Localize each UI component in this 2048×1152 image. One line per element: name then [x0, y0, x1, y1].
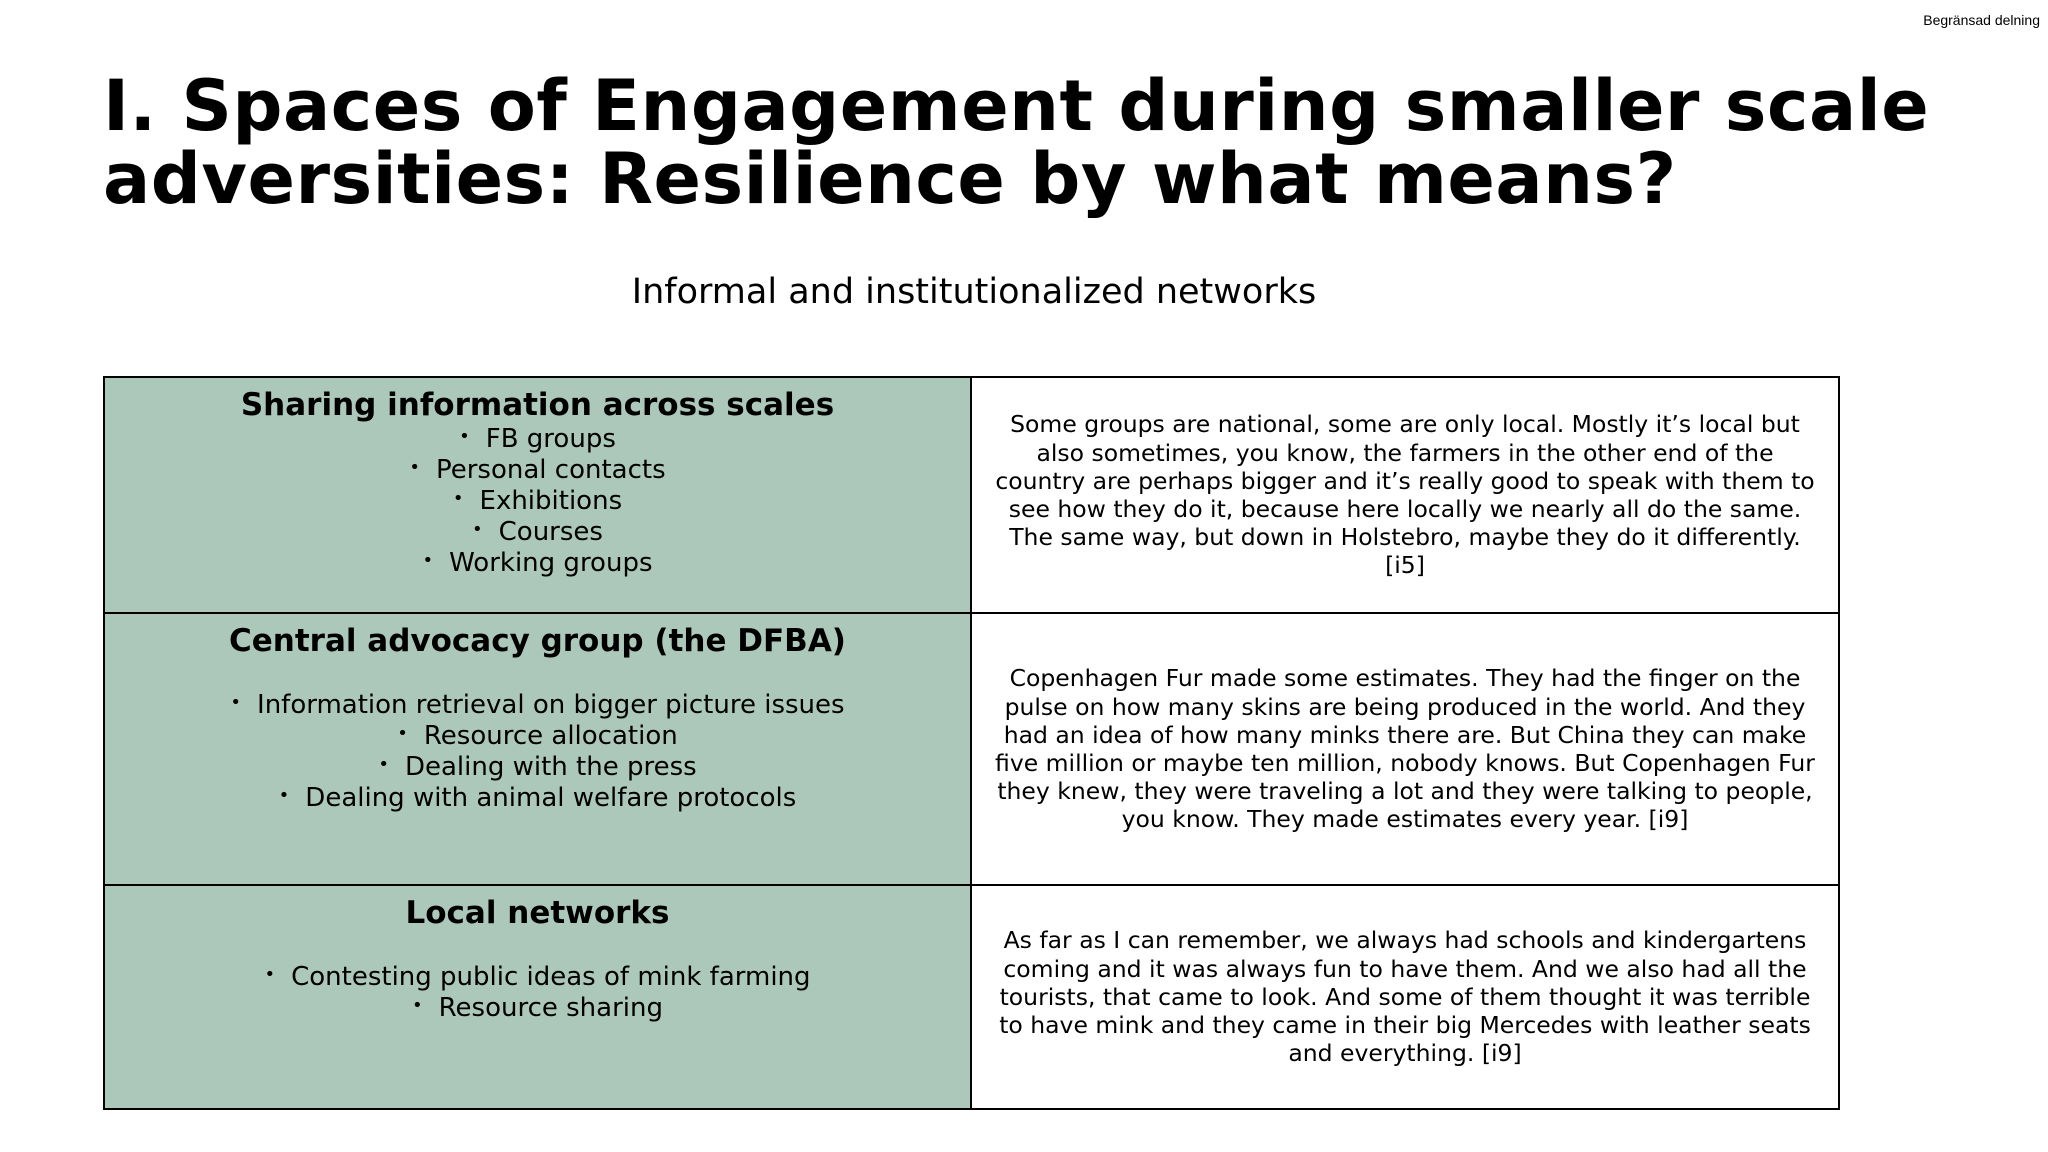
- row-2-bullet-list: [105, 690, 970, 814]
- bullet-icon: •: [264, 964, 276, 985]
- spacer: [105, 660, 970, 690]
- bullet-icon: •: [378, 754, 389, 775]
- slide-subtitle: Informal and institutionalized networks: [631, 272, 1317, 312]
- bullet-text: Courses: [498, 517, 603, 547]
- bullet-text: FB groups: [485, 424, 616, 454]
- bullet-icon: •: [452, 488, 464, 509]
- bullet-item: [105, 783, 970, 814]
- bullet-text: Dealing with animal welfare protocols: [305, 783, 797, 813]
- bullet-item: [105, 424, 970, 455]
- bullet-icon: •: [459, 426, 470, 447]
- row-1-topic-cell: [105, 378, 972, 614]
- bullet-text: Contesting public ideas of mink farming: [291, 962, 811, 992]
- row-3-heading: Local networks: [405, 895, 670, 931]
- bullet-text: Working groups: [449, 548, 653, 578]
- bullet-text: Resource allocation: [423, 721, 678, 751]
- row-2-heading: Central advocacy group (the DFBA): [229, 623, 846, 659]
- bullet-text: Resource sharing: [438, 993, 663, 1023]
- row-3-topic-cell: [105, 886, 972, 1108]
- row-2-topic-cell: [105, 614, 972, 886]
- bullet-item: [105, 486, 970, 517]
- bullet-icon: •: [422, 550, 434, 571]
- bullet-icon: •: [412, 995, 423, 1016]
- bullet-item: [105, 517, 970, 548]
- row-2-quote: Copenhagen Fur made some estimates. They had the finger on the pulse on how many skins are being produced in the world. And they had an idea of how many minks there are. But China they can make five million or maybe ten million, nobody knows. But Copenhagen Fur they knew, they were traveling a lot and they were talking to people, you know. They made estimates every year. [i9]: [995, 664, 1815, 834]
- row-3-quote-cell: [972, 886, 1838, 1108]
- row-1-bullet-list: [105, 424, 970, 579]
- bullet-item: [105, 455, 970, 486]
- bullet-item: [105, 548, 970, 579]
- bullet-item: [105, 690, 970, 721]
- bullet-item: [105, 993, 970, 1024]
- row-3-quote: As far as I can remember, we always had schools and kindergartens coming and it was always fun to have them. And we also had all the tourists, that came to look. And some of them thought it was terrible to have mink and they came in their big Mercedes with leather seats and everything. [i9]: [999, 926, 1811, 1068]
- bullet-item: [105, 962, 970, 993]
- bullet-icon: •: [472, 519, 483, 540]
- slide-title: I. Spaces of Engagement during smaller scale adversities: Resilience by what means?: [103, 65, 1930, 220]
- bullet-icon: •: [278, 785, 290, 806]
- bullet-text: Information retrieval on bigger picture issues: [257, 690, 845, 720]
- row-1-heading: Sharing information across scales: [240, 387, 835, 423]
- bullet-icon: •: [409, 457, 420, 478]
- spacer: [105, 932, 970, 962]
- networks-table: [103, 376, 1840, 1110]
- row-1-quote-cell: [972, 378, 1838, 614]
- bullet-item: [105, 752, 970, 783]
- bullet-icon: •: [230, 692, 242, 713]
- row-2-quote-cell: [972, 614, 1838, 886]
- row-1-quote: Some groups are national, some are only local. Mostly it’s local but also sometimes, you know, the farmers in the other end of the country are perhaps bigger and it’s really good to speak with them to see how they do it, because here locally we nearly all do the same. The same way, but down in Holstebro, maybe they do it differently. [i5]: [995, 410, 1815, 580]
- classification-label: Begränsad delning: [1923, 12, 2040, 28]
- bullet-item: [105, 721, 970, 752]
- bullet-text: Exhibitions: [479, 486, 623, 516]
- row-3-bullet-list: [105, 962, 970, 1024]
- bullet-text: Dealing with the press: [404, 752, 697, 782]
- bullet-icon: •: [397, 723, 408, 744]
- bullet-text: Personal contacts: [435, 455, 666, 485]
